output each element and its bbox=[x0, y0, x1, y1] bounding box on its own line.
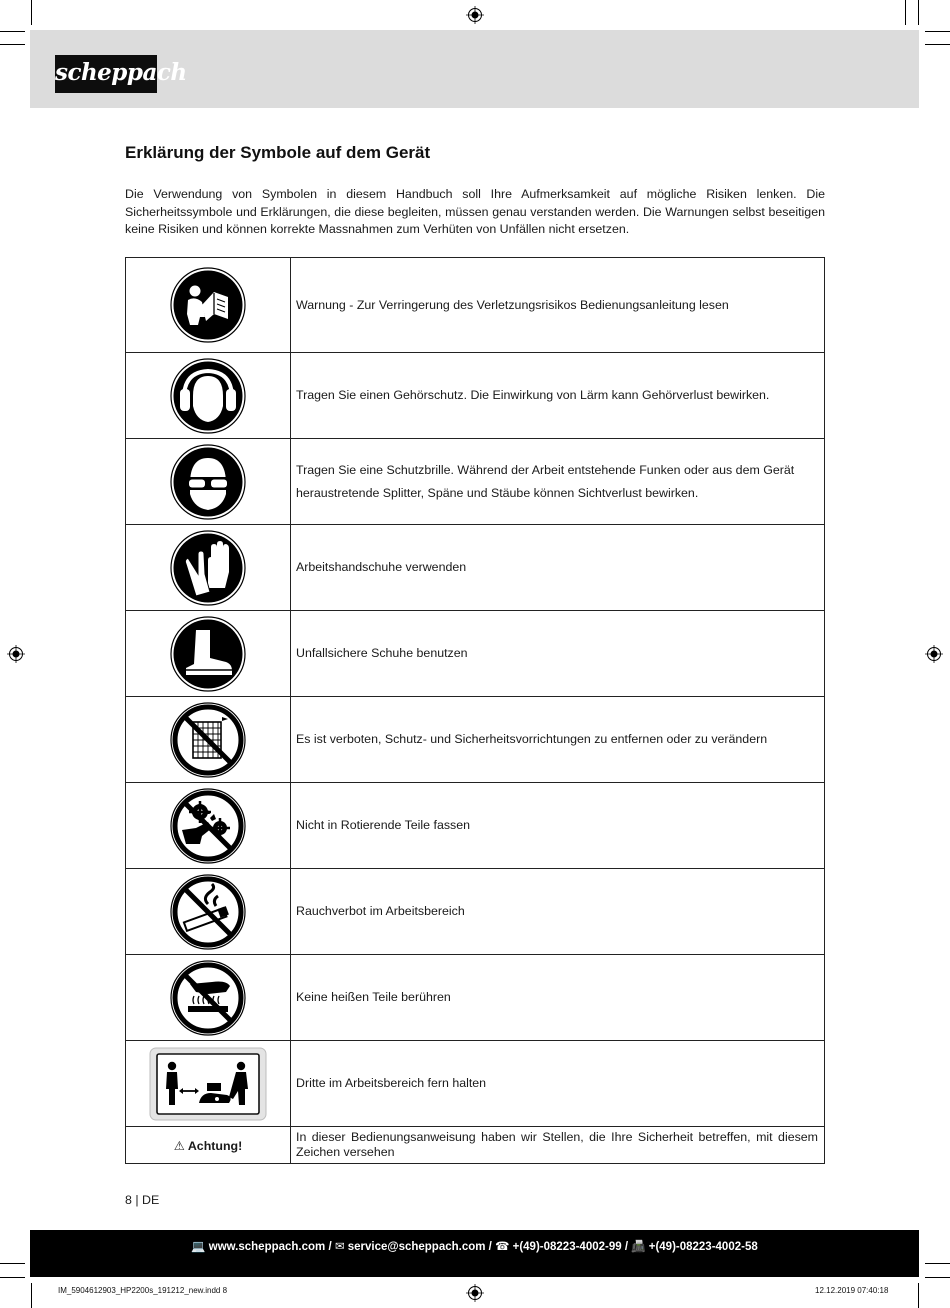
table-row bbox=[126, 783, 825, 869]
crop-mark bbox=[905, 0, 906, 25]
crop-mark bbox=[31, 0, 32, 25]
symbol-description: Warnung - Zur Verringerung des Verletzungsrisikos Bedienungsanleitung lesen bbox=[291, 258, 825, 353]
ear-protection-icon bbox=[170, 358, 246, 434]
print-slug-file: IM_5904612903_HP2200s_191212_new.indd 8 bbox=[58, 1286, 228, 1295]
crop-mark bbox=[0, 44, 25, 45]
keep-bystanders-away-icon bbox=[149, 1047, 267, 1121]
crop-mark bbox=[925, 44, 950, 45]
crop-mark bbox=[918, 1283, 919, 1308]
crop-mark bbox=[925, 31, 950, 32]
footer-website-link[interactable]: 💻 www.scheppach.com / bbox=[191, 1241, 332, 1253]
read-manual-icon bbox=[170, 267, 246, 343]
footer-fax: 📠 +(49)-08223-4002-58 bbox=[631, 1241, 758, 1253]
footer-contact-bar bbox=[30, 1230, 919, 1277]
table-row bbox=[126, 611, 825, 697]
safety-goggles-icon bbox=[170, 444, 246, 520]
symbol-description: Rauchverbot im Arbeitsbereich bbox=[291, 869, 825, 955]
achtung-label: ⚠ Achtung! bbox=[126, 1127, 291, 1164]
intro-paragraph: Die Verwendung von Symbolen in diesem Handbuch soll Ihre Aufmerksamkeit auf mögliche Risiken lenken. Die Sicherheitssymbole und Erklärungen, die diese begleiten, müssen genau verstanden werden. Die Warnungen selbst beseitigen keine Risiken und können korrekte Massnahmen zum Verhüten von Unfällen nicht ersetzen. bbox=[125, 187, 825, 237]
footer-phone: ☎ +(49)-08223-4002-99 / bbox=[495, 1241, 629, 1253]
symbol-description: Keine heißen Teile berühren bbox=[291, 955, 825, 1041]
table-row bbox=[126, 1127, 825, 1164]
footer-email-link[interactable]: ✉ service@scheppach.com / bbox=[334, 1241, 492, 1253]
symbol-description: Arbeitshandschuhe verwenden bbox=[291, 525, 825, 611]
symbol-description: Tragen Sie eine Schutzbrille. Während der Arbeit entstehende Funken oder aus dem Gerät heraustretende Splitter, Späne und Stäube können Sichtverlust bewirken. bbox=[291, 439, 825, 525]
table-row bbox=[126, 1041, 825, 1127]
table-row bbox=[126, 697, 825, 783]
crop-mark bbox=[925, 1263, 950, 1264]
table-row bbox=[126, 955, 825, 1041]
page-title: Erklärung der Symbole auf dem Gerät bbox=[125, 143, 431, 162]
no-smoking-icon bbox=[170, 874, 246, 950]
registration-mark-icon bbox=[466, 1284, 484, 1302]
symbol-description: Dritte im Arbeitsbereich fern halten bbox=[291, 1041, 825, 1127]
work-gloves-icon bbox=[170, 530, 246, 606]
symbol-description: Tragen Sie einen Gehörschutz. Die Einwirkung von Lärm kann Gehörverlust bewirken. bbox=[291, 353, 825, 439]
registration-mark-icon bbox=[7, 645, 25, 663]
registration-mark-icon bbox=[925, 645, 943, 663]
symbol-description: Unfallsichere Schuhe benutzen bbox=[291, 611, 825, 697]
table-row bbox=[126, 525, 825, 611]
crop-mark bbox=[0, 31, 25, 32]
no-hot-surface-icon bbox=[170, 960, 246, 1036]
achtung-text: In dieser Bedienungsanweisung haben wir Stellen, die Ihre Sicherheit betreffen, mit diesem Zeichen versehen bbox=[291, 1127, 825, 1164]
symbol-description: Es ist verboten, Schutz- und Sicherheitsvorrichtungen zu entfernen oder zu verändern bbox=[291, 697, 825, 783]
print-slug-timestamp: 12.12.2019 07:40:18 bbox=[815, 1286, 889, 1295]
registration-mark-icon bbox=[466, 6, 484, 24]
crop-mark bbox=[31, 1283, 32, 1308]
no-rotating-parts-icon bbox=[170, 788, 246, 864]
table-row bbox=[126, 869, 825, 955]
symbol-description: Nicht in Rotierende Teile fassen bbox=[291, 783, 825, 869]
crop-mark bbox=[918, 0, 919, 25]
symbols-table bbox=[125, 257, 825, 1164]
crop-mark bbox=[0, 1263, 25, 1264]
brand-logo: scheppach bbox=[55, 55, 157, 93]
page-number: 8 | DE bbox=[125, 1193, 160, 1207]
table-row bbox=[126, 439, 825, 525]
table-row bbox=[126, 258, 825, 353]
safety-shoes-icon bbox=[170, 616, 246, 692]
crop-mark bbox=[0, 1277, 25, 1278]
crop-mark bbox=[925, 1277, 950, 1278]
table-row bbox=[126, 353, 825, 439]
no-remove-guards-icon bbox=[170, 702, 246, 778]
